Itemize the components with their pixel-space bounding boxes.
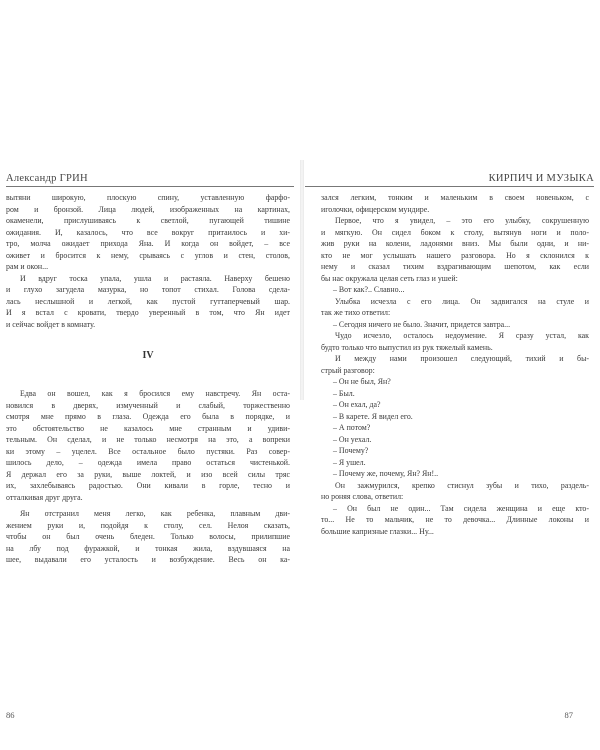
paragraph — [321, 192, 589, 215]
paragraph — [321, 353, 589, 376]
text-line: но роняя слова, ответил: — [321, 492, 404, 501]
text-line: окаменели, прислушиваясь к светлой, пугающей тишине — [6, 216, 290, 225]
text-line: ки этому – уцелел. Все остальное было пустяки. Раз совер- — [6, 446, 290, 456]
text-line: отталкивая друг друга. — [6, 492, 83, 502]
left-page — [6, 168, 300, 720]
text-line: Я держал его за руки, выше локтей, и изо всей силы тряс — [6, 469, 290, 479]
text-line: и сейчас войдет в комнату. — [6, 319, 96, 329]
text-line: так же тихо ответил: — [321, 308, 391, 317]
text-line: шее, выдавали его усталость и возбуждение. Весь он ка- — [6, 555, 290, 564]
text-line: большие капризные глазки... Ну... — [321, 526, 434, 536]
text-line: ожидания. И, казалось, что все вокруг притаилось и хи- — [6, 227, 290, 237]
dialogue-line: – Почему? — [333, 446, 369, 455]
text-line: чтобы он был очень бледен. Только волосы, прилипшие — [6, 532, 290, 541]
text-line: стрый разговор: — [321, 365, 375, 375]
page-number-left: 86 — [6, 710, 15, 720]
page-number-right: 87 — [564, 710, 573, 720]
text-line: иголочки, офицерском мундире. — [321, 204, 430, 214]
text-line: лась неслышной и легкой, как пустой гуттаперчевый шар. — [6, 296, 290, 306]
text-line: Он зажмурился, крепко стиснул зубы и тихо, раздель- — [335, 480, 589, 490]
text-line: это обстоятельство не казалось мне странным и удиви- — [6, 423, 290, 433]
text-line: зался легким, тонким и маленьким в своем новеньком, с — [321, 193, 589, 202]
text-line: ром и бронзой. Лица людей, изображенных на картинах, — [6, 204, 290, 214]
text-line: смотря мне прямо в глаза. Одежда его была в порядке, и — [6, 412, 290, 421]
right-page — [305, 168, 597, 720]
dialogue-line: – Почему же, почему, Ян? Ян!.. — [333, 469, 439, 478]
paragraph — [6, 192, 290, 273]
text-line: тро, молча ожидает прихода Яна. И когда он войдет, – все — [6, 239, 290, 248]
text-line: и глухо загудела мазурка, но топот стихал. Голова сдела- — [6, 285, 290, 294]
running-head-right — [305, 168, 594, 187]
dialogue-line: – Я ушел. — [333, 457, 366, 467]
text-line: жением руки и, подойдя к столу, сел. Нелоя сказать, — [6, 520, 290, 530]
dialogue-line: – Сегодня ничего не было. Значит, придется завтра... — [333, 319, 511, 329]
text-line: И вдруг тоска упала, ушла и растаяла. Наверху бешено — [20, 273, 290, 283]
paragraph — [321, 296, 589, 319]
text-line: то... Не то мальчик, не то девочка... Длинные локоны и — [321, 515, 589, 524]
dialogue-line: – А потом? — [333, 423, 371, 432]
paragraph — [6, 508, 290, 566]
text-line: оживет и бросится к нему, срываясь с углов и стен, столов, — [6, 250, 290, 260]
text-line: – Он был не один... Там сидела женщина и еще кто- — [333, 503, 589, 513]
text-line: жив руки на колени, ладонями вниз. Мы были одни, и ни- — [321, 239, 589, 248]
left-page-text — [6, 192, 290, 566]
text-line: их, захлебываясь радостью. Они кивали в горле, тесно и — [6, 481, 290, 490]
text-line: Улыбка исчезла с его лица. Он задвигался на стуле и — [335, 296, 589, 306]
dialogue-line: – Вот как?.. Славно... — [333, 285, 405, 294]
text-line: Чудо исчезло, осталось недоумение. Я сразу устал, как — [335, 331, 589, 340]
dialogue-line: – Он не был, Ян? — [333, 377, 391, 386]
text-line: Ян отстранил меня легко, как ребенка, плавным дви- — [20, 509, 290, 518]
text-line: на лбу под фуражкой, и тонкая жила, вздувшаяся на — [6, 543, 290, 553]
text-line: бы нас окружала целая сеть глаз и ушей: — [321, 273, 458, 283]
text-line: Первое, что я увидел, – это его улыбку, сокрушенную — [335, 216, 589, 225]
book-gutter — [300, 160, 304, 400]
author-title: Александр ГРИН — [6, 173, 88, 184]
dialogue-line: – В карете. Я видел его. — [333, 411, 413, 421]
right-page-text — [321, 192, 589, 537]
paragraph — [321, 503, 589, 538]
paragraph — [6, 388, 290, 503]
text-line: кто не мог услышать нашего разговора. Но я склонился к — [321, 250, 589, 260]
text-line: шилось дело, – одежда имела право остаться чистенькой. — [6, 458, 290, 467]
paragraph — [321, 330, 589, 353]
running-head-left — [6, 168, 294, 187]
text-line: рам и окон... — [6, 262, 49, 271]
dialogue-line: – Он ехал, да? — [333, 400, 381, 409]
chapter-heading: IV — [142, 350, 154, 361]
text-line: нему и сказал тихим вздрагивающим шепотом, как если — [321, 262, 589, 271]
text-line: будто только что выпустил из рук тяжелый камень. — [321, 342, 493, 352]
text-line: вытяни широкую, плоскую спину, уставленную фарфо- — [6, 193, 290, 202]
dialogue-line: – Был. — [333, 388, 355, 398]
text-line: новился в дверях, измученный и слабый, торжественно — [6, 400, 290, 410]
text-line: тельным. Он сделал, и не только несмотря на это, а вопреки — [6, 435, 290, 444]
paragraph — [321, 215, 589, 284]
dialogue-line: – Он уехал. — [333, 434, 372, 444]
dialogue-block — [321, 376, 589, 480]
text-line: Едва он вошел, как я бросился ему навстречу. Ян оста- — [20, 389, 290, 398]
text-line: И между нами произошел следующий, тихий и бы- — [335, 354, 589, 363]
story-title: КИРПИЧ И МУЗЫКА — [488, 173, 594, 184]
text-line: и мягкую. Он сидел боком к столу, вытянув ноги и поло- — [321, 227, 589, 237]
paragraph — [6, 273, 290, 331]
text-line: И я встал с кровати, твердо уверенный в том, что Ян идет — [6, 308, 290, 317]
paragraph — [321, 480, 589, 503]
